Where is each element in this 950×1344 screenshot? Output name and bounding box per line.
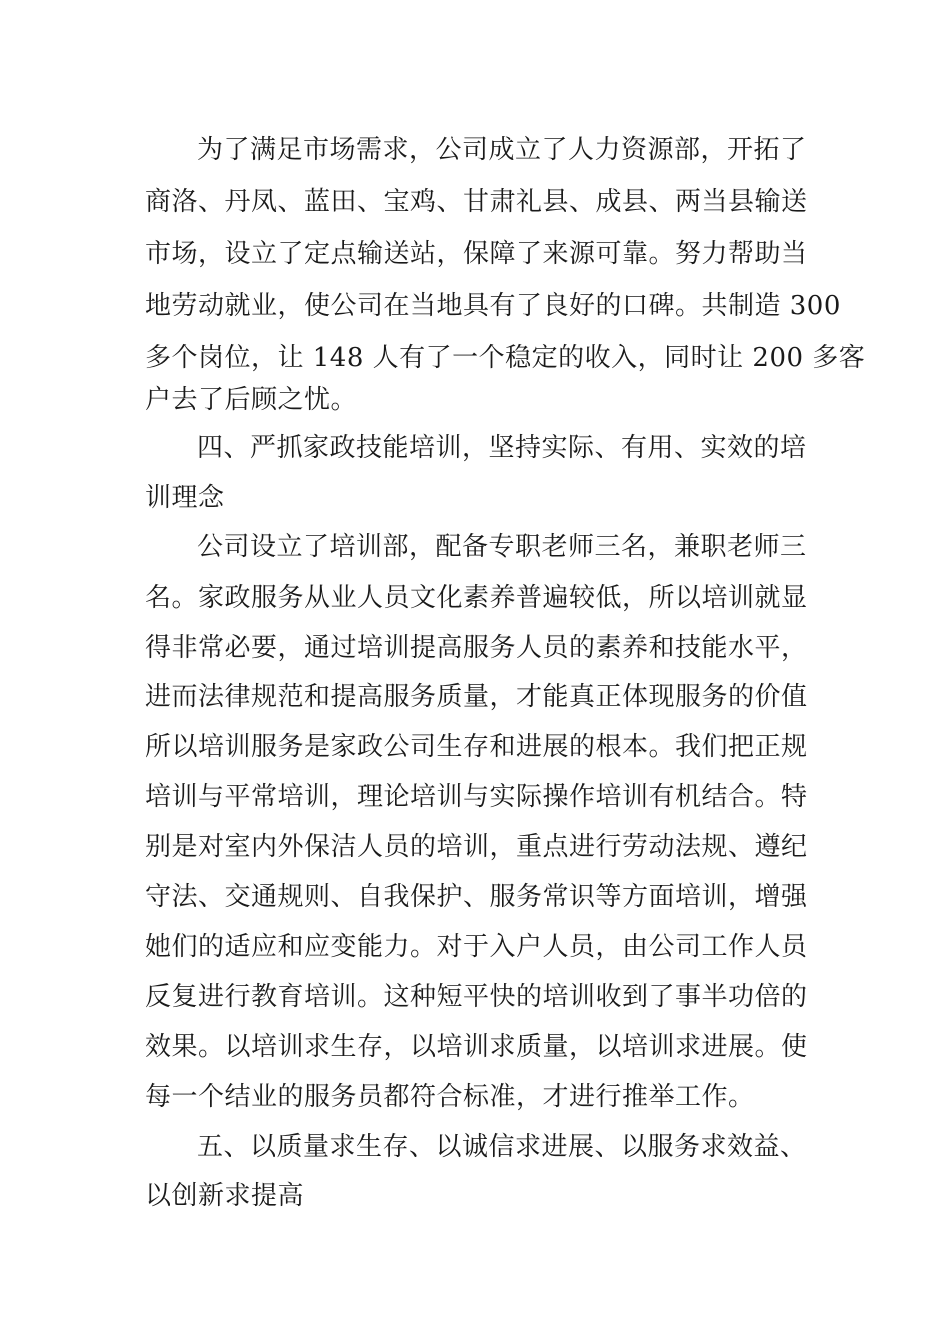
section-5-heading-line-2: 以创新求提高 [145, 1181, 305, 1211]
paragraph-3-line-11: 效果。以培训求生存，以培训求质量，以培训求进展。使 [145, 1032, 808, 1062]
paragraph-1-line-6: 户去了后顾之忧。 [145, 385, 358, 415]
paragraph-1-line-3: 市场，设立了定点输送站，保障了来源可靠。努力帮助当 [145, 239, 808, 269]
section-5-heading-line-1: 五、以质量求生存、以诚信求进展、以服务求效益、 [197, 1132, 807, 1162]
paragraph-3-line-12: 每一个结业的服务员都符合标准，才进行推举工作。 [145, 1082, 755, 1112]
paragraph-1-line-1: 为了满足市场需求，公司成立了人力资源部，开拓了 [197, 135, 807, 165]
paragraph-1-line-4: 地劳动就业，使公司在当地具有了良好的口碑。共制造 300 [145, 291, 841, 321]
paragraph-3-line-3: 得非常必要，通过培训提高服务人员的素养和技能水平， [145, 633, 808, 663]
paragraph-3-line-4: 进而法律规范和提高服务质量，才能真正体现服务的价值 [145, 682, 808, 712]
paragraph-3-line-5: 所以培训服务是家政公司生存和进展的根本。我们把正规 [145, 732, 808, 762]
paragraph-3-line-10: 反复进行教育培训。这种短平快的培训收到了事半功倍的 [145, 982, 808, 1012]
paragraph-3-line-8: 守法、交通规则、自我保护、服务常识等方面培训，增强 [145, 882, 808, 912]
paragraph-3-line-7: 别是对室内外保洁人员的培训，重点进行劳动法规、遵纪 [145, 832, 808, 862]
section-4-heading-line-2: 训理念 [145, 483, 225, 513]
paragraph-3-line-1: 公司设立了培训部，配备专职老师三名，兼职老师三 [197, 532, 807, 562]
section-4-heading-line-1: 四、严抓家政技能培训，坚持实际、有用、实效的培 [197, 433, 807, 463]
paragraph-1-line-5: 多个岗位，让 148 人有了一个稳定的收入，同时让 200 多客 [145, 343, 866, 373]
paragraph-1-line-2: 商洛、丹凤、蓝田、宝鸡、甘肃礼县、成县、两当县输送 [145, 187, 808, 217]
paragraph-3-line-9: 她们的适应和应变能力。对于入户人员，由公司工作人员 [145, 932, 808, 962]
paragraph-3-line-6: 培训与平常培训，理论培训与实际操作培训有机结合。特 [145, 782, 808, 812]
paragraph-3-line-2: 名。家政服务从业人员文化素养普遍较低，所以培训就显 [145, 583, 808, 613]
